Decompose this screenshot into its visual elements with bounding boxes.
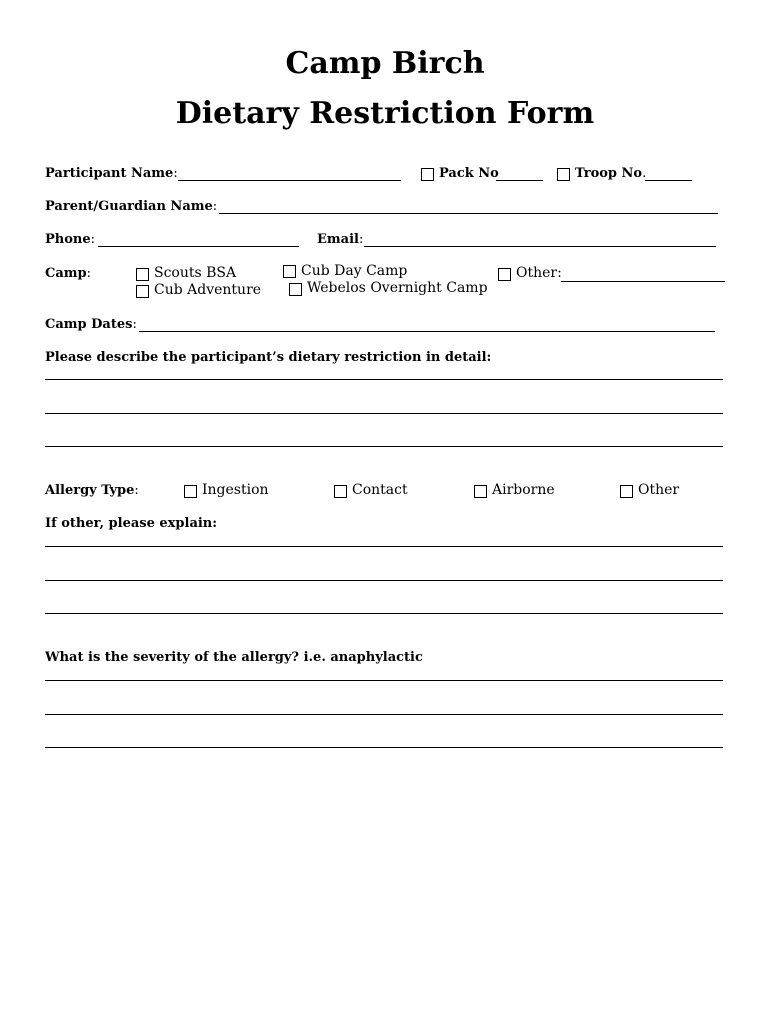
participant-name-colon: : — [173, 166, 178, 181]
restriction-line-1[interactable] — [45, 379, 723, 380]
restriction-prompt: Please describe the participant’s dietary restriction in detail: — [45, 350, 492, 365]
camp-dates-field[interactable] — [139, 331, 715, 332]
form-subtitle: Dietary Restriction Form — [175, 96, 595, 131]
camp-dates-colon: : — [132, 317, 137, 332]
troop-label-group — [575, 166, 646, 181]
phone-colon: : — [90, 232, 96, 247]
participant-name-field[interactable] — [178, 180, 401, 181]
allergy-type-colon: : — [134, 483, 139, 498]
guardian-colon: : — [212, 199, 218, 214]
email-field[interactable] — [364, 246, 716, 247]
participant-name-label-group — [45, 166, 178, 181]
email-label-group — [317, 232, 363, 247]
camp-other-field[interactable] — [561, 281, 725, 282]
allergy-type-label: Allergy Type — [45, 483, 135, 498]
phone-field[interactable] — [98, 246, 299, 247]
email-label: Email — [317, 232, 359, 247]
phone-label-group — [45, 232, 95, 247]
allergy-other-checkbox[interactable] — [620, 485, 633, 498]
form-title: Camp Birch — [285, 46, 485, 81]
troop-checkbox[interactable] — [557, 168, 570, 181]
contact-checkbox[interactable] — [334, 485, 347, 498]
ingestion-checkbox[interactable] — [184, 485, 197, 498]
webelos-overnight-checkbox[interactable] — [289, 283, 302, 296]
camp-dates-label-group — [45, 317, 137, 332]
restriction-line-3[interactable] — [45, 446, 723, 447]
scouts-bsa-label: Scouts BSA — [154, 265, 237, 281]
airborne-label: Airborne — [492, 482, 555, 498]
explain-prompt: If other, please explain: — [45, 516, 218, 531]
scouts-bsa-checkbox[interactable] — [136, 268, 149, 281]
airborne-checkbox[interactable] — [474, 485, 487, 498]
webelos-overnight-label: Webelos Overnight Camp — [307, 280, 488, 296]
pack-checkbox[interactable] — [421, 168, 434, 181]
cub-day-camp-checkbox[interactable] — [283, 265, 296, 278]
explain-line-2[interactable] — [45, 580, 723, 581]
guardian-label-group — [45, 199, 217, 214]
troop-label: Troop No — [575, 166, 643, 181]
guardian-label: Parent/Guardian Name — [45, 199, 213, 214]
phone-label: Phone — [45, 232, 91, 247]
contact-label: Contact — [352, 482, 408, 498]
restriction-line-2[interactable] — [45, 413, 723, 414]
cub-adventure-checkbox[interactable] — [136, 285, 149, 298]
explain-line-1[interactable] — [45, 546, 723, 547]
pack-label: Pack No — [439, 166, 499, 181]
camp-label: Camp — [45, 266, 87, 281]
ingestion-label: Ingestion — [202, 482, 269, 498]
troop-number-field[interactable] — [645, 180, 692, 181]
cub-adventure-label: Cub Adventure — [154, 282, 262, 298]
pack-number-field[interactable] — [496, 180, 543, 181]
allergy-type-label-group — [45, 483, 139, 498]
severity-line-3[interactable] — [45, 747, 723, 748]
severity-line-1[interactable] — [45, 680, 723, 681]
allergy-other-label: Other — [638, 482, 680, 498]
guardian-name-field[interactable] — [219, 213, 718, 214]
email-colon: : — [358, 232, 364, 247]
explain-line-3[interactable] — [45, 613, 723, 614]
troop-dot: . — [642, 166, 647, 181]
severity-line-2[interactable] — [45, 714, 723, 715]
camp-other-label: Other: — [516, 265, 562, 281]
camp-dates-label: Camp Dates — [45, 317, 133, 332]
participant-name-label: Participant Name — [45, 166, 174, 181]
camp-other-checkbox[interactable] — [498, 268, 511, 281]
severity-prompt: What is the severity of the allergy? i.e. anaphylactic — [45, 650, 423, 665]
camp-colon: : — [86, 266, 92, 281]
camp-label-group — [45, 266, 91, 281]
cub-day-camp-label: Cub Day Camp — [301, 263, 408, 279]
